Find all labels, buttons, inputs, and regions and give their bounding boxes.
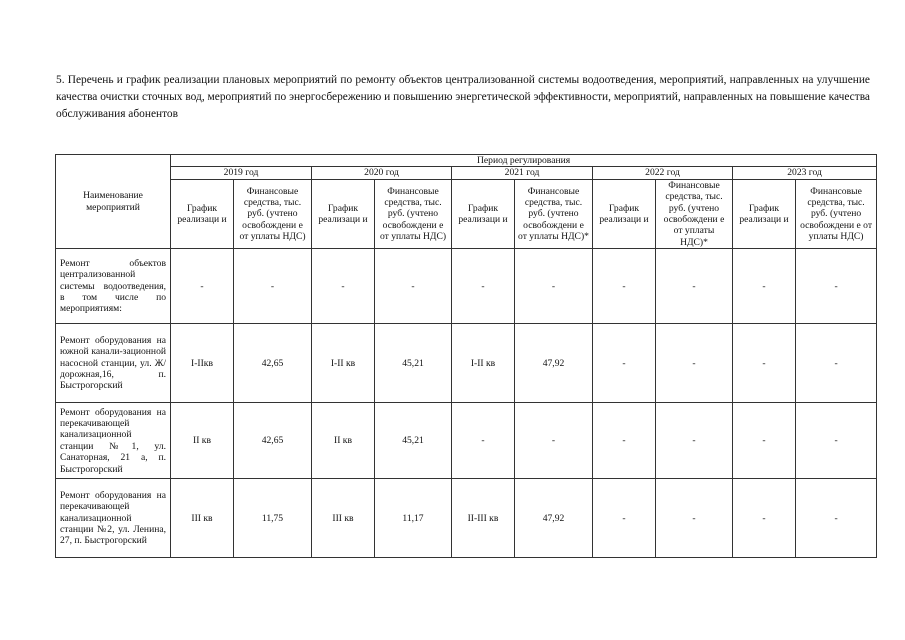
schedule-cell: - (171, 249, 234, 324)
finance-cell: 42,65 (234, 403, 312, 479)
activity-name-cell: Ремонт оборудования на южной канали-зационной насосной станции, ул. Ж/дорожная,16, п. Быстрогорский (56, 324, 171, 403)
schedule-cell: - (593, 479, 656, 558)
finance-header: Финансовые средства, тыс. руб. (учтено освобождени е от уплаты НДС) (234, 179, 312, 248)
finance-cell: 45,21 (375, 403, 452, 479)
finance-header: Финансовые средства, тыс. руб. (учтено освобождени е от уплаты НДС) (796, 179, 877, 248)
schedule-cell: II кв (171, 403, 234, 479)
schedule-header: График реализаци и (312, 179, 375, 248)
finance-cell: - (515, 249, 593, 324)
schedule-header: График реализаци и (171, 179, 234, 248)
activity-name-cell: Ремонт оборудования на перекачивающей канализационной станции №2, ул. Ленина, 27, п. Быстрогорский (56, 479, 171, 558)
finance-cell: 47,92 (515, 324, 593, 403)
finance-cell: - (375, 249, 452, 324)
schedule-header: График реализаци и (452, 179, 515, 248)
schedule-cell: - (733, 479, 796, 558)
schedule-cell: - (733, 249, 796, 324)
finance-cell: - (515, 403, 593, 479)
finance-cell: 42,65 (234, 324, 312, 403)
finance-cell: - (796, 479, 877, 558)
schedule-cell: - (733, 324, 796, 403)
schedule-cell: - (452, 249, 515, 324)
schedule-cell: - (593, 403, 656, 479)
finance-cell: 11,75 (234, 479, 312, 558)
finance-cell: - (796, 403, 877, 479)
schedule-header: График реализаци и (593, 179, 656, 248)
year-header: 2023 год (733, 167, 877, 179)
finance-header: Финансовые средства, тыс. руб. (учтено освобождени е от уплаты НДС)* (515, 179, 593, 248)
schedule-cell: - (312, 249, 375, 324)
period-header: Период регулирования (171, 155, 877, 167)
schedule-cell: - (593, 249, 656, 324)
schedule-cell: I-II кв (312, 324, 375, 403)
regulation-table (55, 154, 877, 558)
schedule-cell: I-II кв (452, 324, 515, 403)
year-header: 2021 год (452, 167, 593, 179)
finance-cell: 45,21 (375, 324, 452, 403)
finance-cell: - (656, 249, 733, 324)
finance-cell: - (656, 403, 733, 479)
finance-cell: - (234, 249, 312, 324)
schedule-cell: II кв (312, 403, 375, 479)
table-row (56, 324, 877, 403)
finance-header: Финансовые средства, тыс. руб. (учтено освобождени е от уплаты НДС)* (656, 179, 733, 248)
finance-header: Финансовые средства, тыс. руб. (учтено освобождени е от уплаты НДС) (375, 179, 452, 248)
schedule-cell: I-IIкв (171, 324, 234, 403)
table-row (56, 479, 877, 558)
schedule-cell: - (452, 403, 515, 479)
finance-cell: - (656, 479, 733, 558)
year-header: 2022 год (593, 167, 733, 179)
schedule-cell: - (733, 403, 796, 479)
year-header: 2020 год (312, 167, 452, 179)
activity-name-cell: Ремонт объектов централизованной системы водоотведения, в том числе по мероприятиям: (56, 249, 171, 324)
schedule-cell: II-III кв (452, 479, 515, 558)
finance-cell: - (796, 324, 877, 403)
activity-name-cell: Ремонт оборудования на перекачивающей канализационной станции №1, ул. Санаторная, 21 а, п. Быстрогорский (56, 403, 171, 479)
name-column-header: Наименование мероприятий (56, 155, 171, 249)
year-header: 2019 год (171, 167, 312, 179)
finance-cell: 11,17 (375, 479, 452, 558)
finance-cell: - (796, 249, 877, 324)
schedule-cell: - (593, 324, 656, 403)
table-row (56, 249, 877, 324)
finance-cell: 47,92 (515, 479, 593, 558)
schedule-header: График реализаци и (733, 179, 796, 248)
table-row (56, 403, 877, 479)
schedule-cell: III кв (312, 479, 375, 558)
finance-cell: - (656, 324, 733, 403)
schedule-cell: III кв (171, 479, 234, 558)
section-heading: 5. Перечень и график реализации плановых мероприятий по ремонту объектов централизованной системы водоотведения, мероприятий, направленных на улучшение качества очистки сточных вод, мероприятий по энергосбережению и повышению энергетической эффективности, мероприятий, направленных на повышение качества обслуживания абонентов (56, 74, 870, 120)
